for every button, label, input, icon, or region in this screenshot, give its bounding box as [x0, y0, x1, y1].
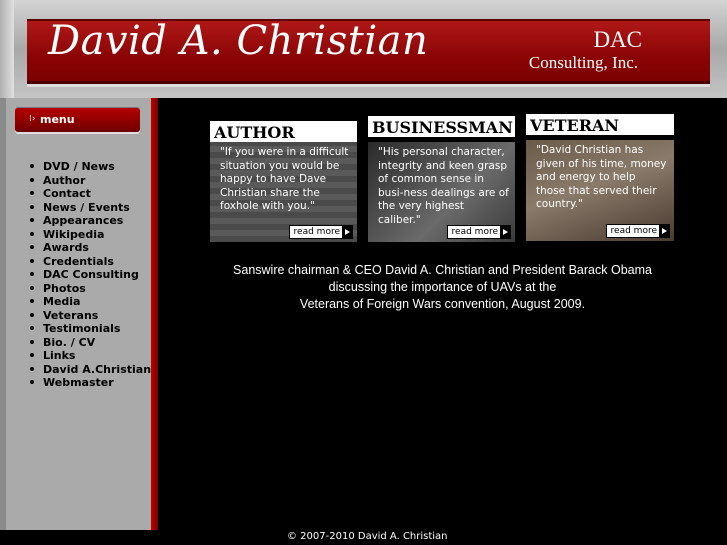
bullet-icon [30, 259, 34, 263]
card-image-veteran [526, 140, 674, 241]
card-quote: "If you were in a difficult situation you would be happy to have Dave Christian share the foxhole with you." [220, 146, 349, 212]
card-quote: "David Christian has given of his time, money and energy to help those that served their country." [536, 144, 667, 210]
title-banner [27, 19, 710, 87]
nav-item-photos[interactable]: Photos [30, 282, 151, 296]
bullet-icon [30, 245, 34, 249]
bullet-icon [30, 326, 34, 330]
nav-item-links[interactable]: Links [30, 349, 151, 363]
nav-item-news-events[interactable]: News / Events [30, 201, 151, 215]
nav-item-veterans[interactable]: Veterans [30, 309, 151, 323]
card-title: VETERAN [526, 114, 674, 135]
photo-caption [158, 262, 727, 313]
bullet-icon [30, 232, 34, 236]
menu-label: menu [40, 113, 75, 126]
nav-item-webmaster[interactable]: Webmaster [30, 376, 151, 390]
arrow-right-icon [500, 226, 510, 238]
bullet-icon [30, 178, 34, 182]
read-more-button[interactable]: read more [606, 224, 670, 238]
menu-icon: ⁞› [29, 114, 36, 124]
bullet-icon [30, 191, 34, 195]
copyright-footer: © 2007-2010 David A. Christian [287, 531, 448, 542]
caption-line-3: Veterans of Foreign Wars convention, August 2009. [299, 297, 586, 311]
nav-item-awards[interactable]: Awards [30, 241, 151, 255]
brand-consulting: Consulting, Inc. [528, 53, 638, 72]
nav-item-bio-cv[interactable]: Bio. / CV [30, 336, 151, 350]
bullet-icon [30, 353, 34, 357]
nav-item-author[interactable]: Author [30, 174, 151, 188]
read-more-button[interactable]: read more [447, 225, 511, 239]
bullet-icon [30, 340, 34, 344]
caption-line-2: discussing the importance of UAVs at the [328, 280, 557, 294]
card-veteran [526, 114, 674, 241]
caption-line-1: Sanswire chairman & CEO David A. Christian and President Barack Obama [233, 263, 652, 277]
nav-item-contact[interactable]: Contact [30, 187, 151, 201]
sidebar-nav [30, 160, 151, 390]
bullet-icon [30, 286, 34, 290]
brand-dac: DAC [593, 27, 642, 52]
bullet-icon [30, 380, 34, 384]
arrow-right-icon [342, 226, 352, 238]
site-header [0, 0, 727, 98]
sidebar-divider [151, 98, 158, 530]
site-title[interactable]: David A. Christian [48, 18, 429, 64]
bullet-icon [30, 367, 34, 371]
card-businessman [368, 116, 515, 242]
bullet-icon [30, 164, 34, 168]
arrow-right-icon [659, 225, 669, 237]
card-title: BUSINESSMAN [368, 116, 515, 137]
card-quote: "His personal character, integrity and keen grasp of common sense in busi-ness dealings are of the very highest caliber." [378, 146, 509, 226]
nav-item-wikipedia[interactable]: Wikipedia [30, 228, 151, 242]
card-author [210, 121, 357, 242]
nav-item-media[interactable]: Media [30, 295, 151, 309]
bullet-icon [30, 313, 34, 317]
read-more-button[interactable]: read more [289, 225, 353, 239]
bullet-icon [30, 299, 34, 303]
card-image-author [210, 142, 357, 242]
card-image-businessman [368, 142, 515, 242]
nav-item-david-christian[interactable]: David A.Christian [30, 363, 151, 377]
bullet-icon [30, 272, 34, 276]
nav-item-dvd-news[interactable]: DVD / News [30, 160, 151, 174]
bullet-icon [30, 218, 34, 222]
bullet-icon [30, 205, 34, 209]
menu-tab [15, 108, 140, 132]
nav-item-dac-consulting[interactable]: DAC Consulting [30, 268, 151, 282]
nav-item-appearances[interactable]: Appearances [30, 214, 151, 228]
card-title: AUTHOR [210, 121, 357, 142]
nav-item-credentials[interactable]: Credentials [30, 255, 151, 269]
nav-item-testimonials[interactable]: Testimonials [30, 322, 151, 336]
header-edge [0, 0, 14, 98]
